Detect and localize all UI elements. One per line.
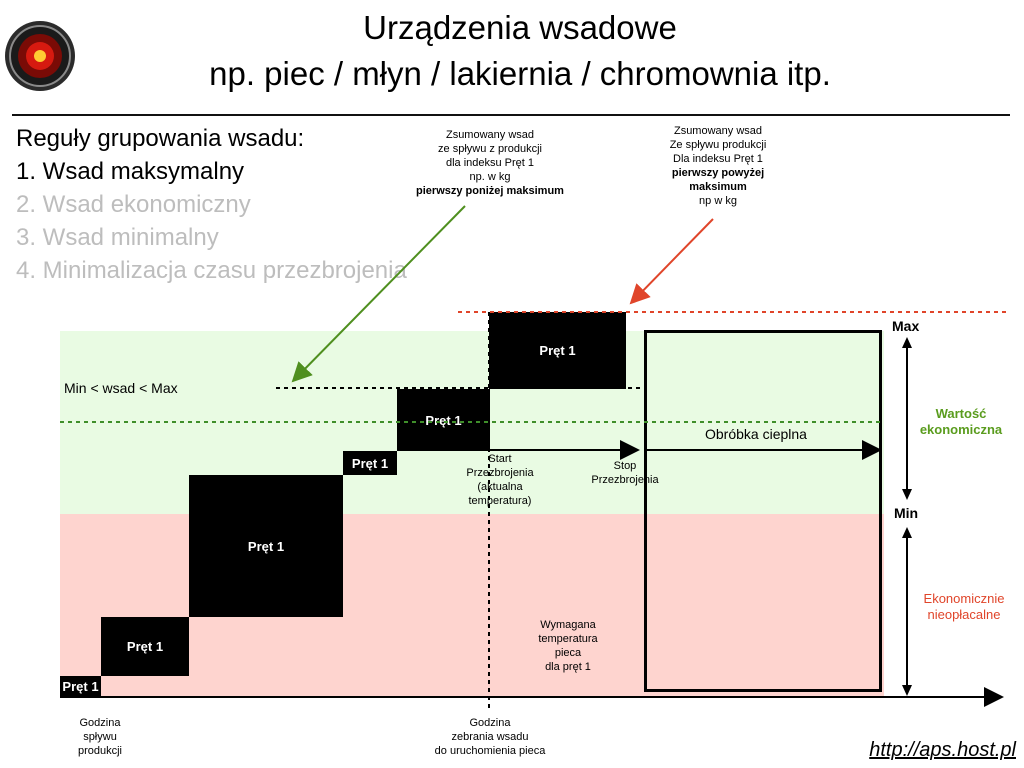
production-time-label: [60, 716, 140, 758]
note-right-line5: maksimum: [689, 181, 747, 193]
note-left-line5: pierwszy poniżej maksimum: [416, 185, 564, 197]
eko-line2: nieopłacalne: [927, 607, 1001, 622]
red-pointer-arrow: [631, 219, 713, 303]
wymagana-line2: temperatura: [538, 633, 598, 645]
note-right-line1: Zsumowany wsad: [673, 125, 763, 137]
economic-value-label: [906, 406, 1016, 438]
wymagana-line3: pieca: [554, 647, 582, 659]
website-link[interactable]: http://aps.host.pl: [869, 739, 1016, 761]
green-pointer-arrow: [293, 206, 465, 381]
start-line1: Start: [488, 453, 512, 465]
start-changeover-label: [460, 452, 540, 508]
godzina1-line3: produkcji: [77, 745, 123, 757]
start-line3: (aktualna: [477, 481, 523, 493]
note-right-line6: np w kg: [699, 195, 737, 207]
rule-item-2: 2. Wsad ekonomiczny: [16, 191, 251, 218]
wymagana-line1: Wymagana: [540, 619, 596, 631]
note-right-line4: pierwszy powyżej: [671, 167, 765, 179]
batch-time-label: [420, 716, 560, 758]
note-first-below-max: [404, 128, 576, 198]
note-right-line3: Dla indeksu Pręt 1: [673, 153, 763, 165]
pret-block-4: Pręt 1: [343, 451, 397, 475]
note-first-above-max: [640, 124, 796, 208]
pret-block-5: Pręt 1: [397, 389, 490, 451]
rule-item-1: 1. Wsad maksymalny: [16, 158, 245, 185]
godzina2-line3: do uruchomienia pieca: [434, 745, 546, 757]
min-wsad-max-label: Min < wsad < Max: [64, 380, 178, 396]
godzina2-line1: Godzina: [469, 717, 511, 729]
page-title: Urządzenia wsadowe: [363, 9, 677, 46]
wartosc-line2: ekonomiczna: [919, 422, 1003, 437]
heat-treatment-label: Obróbka cieplna: [705, 426, 807, 442]
godzina2-line2: zebrania wsadu: [451, 731, 529, 743]
rules-heading: Reguły grupowania wsadu:: [16, 125, 305, 152]
note-left-line4: np. w kg: [469, 171, 511, 183]
eko-line1: Ekonomicznie: [923, 591, 1005, 606]
uneconomic-label: [912, 591, 1016, 623]
max-label: Max: [892, 318, 920, 334]
stop-line2: Przezbrojenia: [591, 474, 659, 486]
pret-block-6: Pręt 1: [489, 312, 626, 389]
note-left-line1: Zsumowany wsad: [445, 129, 535, 141]
wymagana-line4: dla pręt 1: [545, 661, 591, 673]
stop-line1: Stop: [613, 460, 637, 472]
required-temperature-label: [520, 618, 616, 674]
page-subtitle: np. piec / młyn / lakiernia / chromownia itp.: [209, 55, 831, 92]
godzina1-line1: Godzina: [79, 717, 121, 729]
wartosc-line1: Wartość: [935, 406, 987, 421]
note-left-line3: dla indeksu Pręt 1: [445, 157, 535, 169]
note-right-line2: Ze spływu produkcji: [669, 139, 767, 151]
godzina1-line2: spływu: [83, 731, 117, 743]
stop-changeover-label: [580, 459, 670, 487]
start-line2: Przezbrojenia: [466, 467, 534, 479]
rule-item-4: 4. Minimalizacja czasu przezbrojenia: [16, 257, 407, 284]
pret-block-2: Pręt 1: [101, 617, 189, 676]
note-left-line2: ze spływu z produkcji: [438, 143, 542, 155]
min-label: Min: [894, 505, 919, 521]
pret-block-1: Pręt 1: [60, 676, 101, 696]
rule-item-3: 3. Wsad minimalny: [16, 224, 219, 251]
pret-block-3: Pręt 1: [189, 475, 343, 617]
start-line4: temperatura): [468, 495, 532, 507]
